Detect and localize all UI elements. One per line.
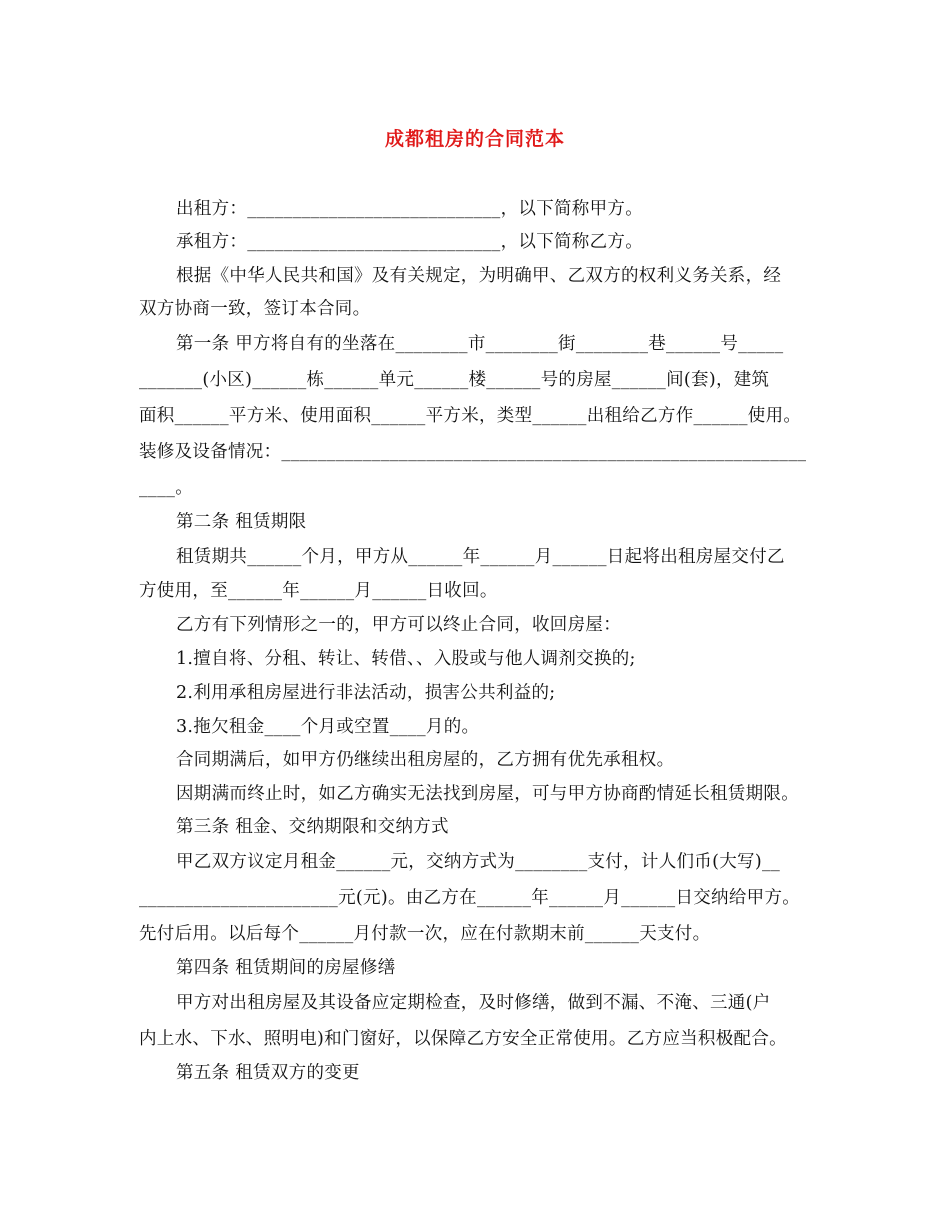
article-4-line-2: 内上水、下水、照明电)和门窗好，以保障乙方安全正常使用。乙方应当积极配合。 — [139, 1029, 787, 1049]
termination-item-3: 3.拖欠租金____个月或空置____月的。 — [176, 717, 480, 737]
lessor-line: 出租方：____________________________，以下简称甲方。 — [176, 199, 643, 219]
article-4-heading: 第四条 租赁期间的房屋修缮 — [176, 958, 396, 978]
article-2-line-1: 租赁期共______个月，甲方从______年______月______日起将出租房屋交付乙 — [176, 547, 785, 567]
article-3-line-1: 甲乙双方议定月租金______元，交纳方式为________支付，计人们币(大写)__ — [176, 852, 781, 872]
lessee-line: 承租方：____________________________，以下简称乙方。 — [176, 232, 643, 252]
article-3-line-2: ______________________元(元)。由乙方在______年______月______日交纳给甲方。 — [139, 888, 801, 908]
article-1-line-5: ____。 — [139, 478, 193, 498]
renewal-line: 合同期满后，如甲方仍继续出租房屋的，乙方拥有优先承租权。 — [176, 750, 675, 770]
article-3-line-3: 先付后用。以后每个______月付款一次，应在付款期末前______天支付。 — [139, 924, 711, 944]
article-1-line-2: _______(小区)______栋______单元______楼______号的房屋______间(套)，建筑 — [139, 370, 770, 390]
article-1-line-1: 第一条 甲方将自有的坐落在________市________街________巷______号_____ — [176, 334, 784, 354]
article-4-line-1: 甲方对出租房屋及其设备应定期检查，及时修缮，做到不漏、不淹、三通(户 — [176, 993, 771, 1013]
article-2-line-2: 方使用，至______年______月______日收回。 — [139, 581, 498, 601]
article-1-line-3: 面积______平方米、使用面积______平方米，类型______出租给乙方作______使用。 — [139, 406, 802, 426]
preamble-line-2: 双方协商一致，签订本合同。 — [139, 299, 371, 319]
termination-intro: 乙方有下列情形之一的，甲方可以终止合同，收回房屋： — [176, 615, 621, 635]
document-title: 成都租房的合同范本 — [384, 128, 565, 150]
article-3-heading: 第三条 租金、交纳期限和交纳方式 — [176, 817, 449, 837]
termination-item-2: 2.利用承租房屋进行非法活动，损害公共利益的; — [176, 683, 556, 703]
extension-line: 因期满而终止时，如乙方确实无法找到房屋，可与甲方协商酌情延长租赁期限。 — [176, 784, 799, 804]
article-2-heading: 第二条 租赁期限 — [176, 512, 307, 532]
termination-item-1: 1.擅自将、分租、转让、转借、、入股或与他人调剂交换的; — [176, 649, 636, 669]
article-5-heading: 第五条 租赁双方的变更 — [176, 1063, 360, 1083]
preamble-line-1: 根据《中华人民共和国》及有关规定，为明确甲、乙双方的权利义务关系，经 — [176, 266, 782, 286]
article-1-line-4: 装修及设备情况：__________________________________________________________ — [139, 442, 807, 462]
